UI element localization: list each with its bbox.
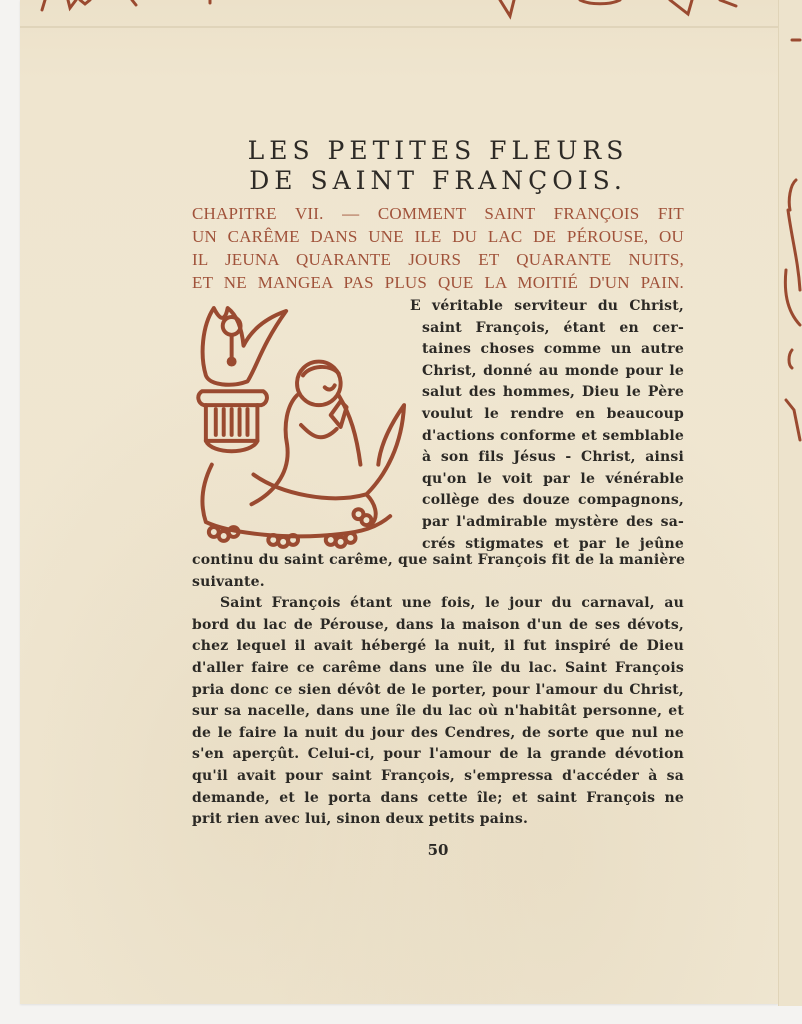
text-line: suivante. [192, 573, 265, 590]
book-title [192, 136, 684, 196]
text-line: E véritable serviteur du Christ, [410, 298, 684, 314]
page-fold-line [20, 26, 778, 28]
text-line: saint François, étant en cer- [422, 319, 684, 336]
chapter-heading-line: IL JEUNA QUARANTE JOURS ET QUARANTE NUITS, [192, 250, 684, 269]
title-line: LES PETITES FLEURS [247, 136, 629, 165]
adjacent-page-ornament-icon [778, 0, 802, 500]
second-paragraph [192, 593, 684, 831]
text-line: bord du lac de Pérouse, dans la maison d'un de ses dévots, [192, 616, 684, 633]
opening-paragraph-block [192, 296, 684, 554]
text-line: pria donc ce sien dévôt de le porter, pour l'amour du Christ, [192, 681, 684, 698]
chapter-heading-line: UN CARÊME DANS UNE ILE DU LAC DE PÉROUSE, OU [192, 227, 684, 246]
text-line: qu'on le voit par le vénérable [422, 470, 684, 487]
opening-paragraph-continuation [192, 550, 684, 593]
text-line: taines choses comme un autre [422, 341, 684, 358]
top-ornament-fragment-icon [20, 0, 778, 20]
opening-paragraph-text [410, 296, 684, 555]
text-line: crés stigmates et par le jeûne [422, 535, 684, 552]
page-number: 50 [427, 840, 449, 859]
praying-monk-drop-cap-icon [192, 296, 410, 550]
text-line: Saint François étant une fois, le jour du carnaval, au [220, 595, 684, 612]
text-line: s'en aperçût. Celui-ci, pour l'amour de la grande dévotion [192, 746, 684, 763]
text-line: Christ, donné au monde pour le [422, 362, 684, 379]
text-line: prit rien avec lui, sinon deux petits pains. [192, 811, 529, 828]
text-line: qu'il avait pour saint François, s'empressa d'accéder à sa [192, 767, 684, 784]
chapter-heading-line: ET NE MANGEA PAS PLUS QUE LA MOITIÉ D'UN PAIN. [192, 273, 684, 292]
text-line: demande, et le porta dans cette île; et saint François ne [192, 789, 684, 806]
text-line: sur sa nacelle, dans une île du lac où n'habitât personne, et [192, 703, 684, 720]
title-line: DE SAINT FRANÇOIS. [249, 166, 627, 195]
text-line: d'aller faire ce carême dans une île du lac. Saint François [192, 659, 684, 676]
chapter-heading-line: CHAPITRE VII. — COMMENT SAINT FRANÇOIS FIT [192, 204, 684, 223]
text-line: à son fils Jésus - Christ, ainsi [422, 449, 684, 466]
text-line: chez lequel il avait hébergé la nuit, il fut inspiré de Dieu [192, 638, 684, 655]
text-line: salut des hommes, Dieu le Père [422, 384, 684, 401]
text-line: d'actions conforme et semblable [422, 427, 684, 444]
text-line: voulut le rendre en beaucoup [422, 405, 684, 422]
text-line: de le faire la nuit du jour des Cendres, de sorte que nul ne [192, 724, 684, 741]
text-line: par l'admirable mystère des sa- [422, 513, 684, 530]
text-line: continu du saint carême, que saint François fit de la manière [192, 552, 686, 568]
page-content [192, 136, 684, 859]
chapter-heading [192, 202, 684, 294]
text-line: collège des douze compagnons, [422, 492, 684, 509]
